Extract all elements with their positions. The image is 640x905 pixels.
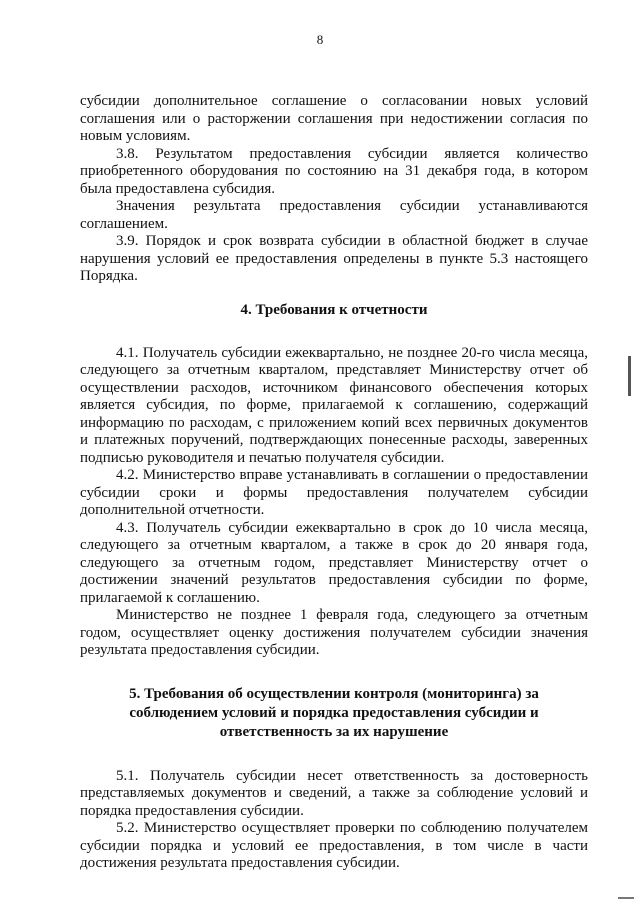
paragraph-4-1: 4.1. Получатель субсидии ежеквартально, не позднее 20-го числа месяца, следующего за отчетным кварталом, представляет Министерству отчет об осуществлении расходов, источником финансового обеспечения которых является субсидия, по форме, прилагаемой к соглашению, содержащий информацию по расходам, с приложением копий всех первичных документов и платежных поручений, подтверждающих понесенные расходы, заверенных подписью руководителя и печатью получателя субсидии. (80, 344, 588, 466)
paragraph-5-1: 5.1. Получатель субсидии несет ответственность за достоверность представляемых документов и сведений, а также за соблюдение условий и порядка предоставления субсидии. (80, 767, 588, 819)
paragraph-3-8-values-line2: соглашением. (80, 215, 168, 232)
section-5-heading-line: 5. Требования об осуществлении контроля (мониторинга) за (129, 685, 539, 702)
paragraph-3-9: 3.9. Порядок и срок возврата субсидии в областной бюджет в случае нарушения условий ее предоставления определены в пункте 5.3 настоящего Порядка. (80, 233, 588, 284)
paragraph-4-3-assessment: Министерство не позднее 1 февраля года, следующего за отчетным годом, осуществляет оценку достижения получателем субсидии значения результата предоставления субсидии. (80, 607, 588, 658)
section-5-heading-line: соблюдением условий и порядка предоставления субсидии и (129, 704, 539, 721)
scan-edge-mark (618, 897, 634, 899)
paragraph-4-3: 4.3. Получатель субсидии ежеквартально в срок до 10 числа месяца, следующего за отчетным кварталом, а также в срок до 20 января года, следующего за отчетным годом, представляет Министерству отчет о достижении значений результатов предоставления субсидии по форме, прилагаемой к соглашению. (80, 519, 588, 606)
page-number: 8 (316, 32, 324, 47)
paragraph-3-8: 3.8. Результатом предоставления субсидии является количество приобретенного оборудования по состоянию на 31 декабря года, в котором была предоставлена субсидия. (80, 145, 588, 197)
section-5-heading-line: ответственность за их нарушение (219, 723, 449, 740)
section-4-heading: 4. Требования к отчетности (240, 301, 428, 318)
section-5-heading (80, 685, 588, 742)
paragraph-3-8-values-line1: Значения результата предоставления субсидии устанавливаются (116, 198, 588, 214)
scan-margin-mark (628, 356, 631, 396)
document-body (80, 93, 588, 873)
paragraph-5-2: 5.2. Министерство осуществляет проверки по соблюдению получателем субсидии порядка и условий ее предоставления, в том числе в части достижения результата предоставления субсидии. (80, 820, 588, 871)
paragraph-4-2: 4.2. Министерство вправе устанавливать в соглашении о предоставлении субсидии сроки и формы предоставления получателем субсидии дополнительной отчетности. (80, 467, 588, 518)
paragraph-intro: субсидии дополнительное соглашение о согласовании новых условий соглашения или о расторжении соглашения при недостижении согласия по новым условиям. (80, 93, 588, 144)
